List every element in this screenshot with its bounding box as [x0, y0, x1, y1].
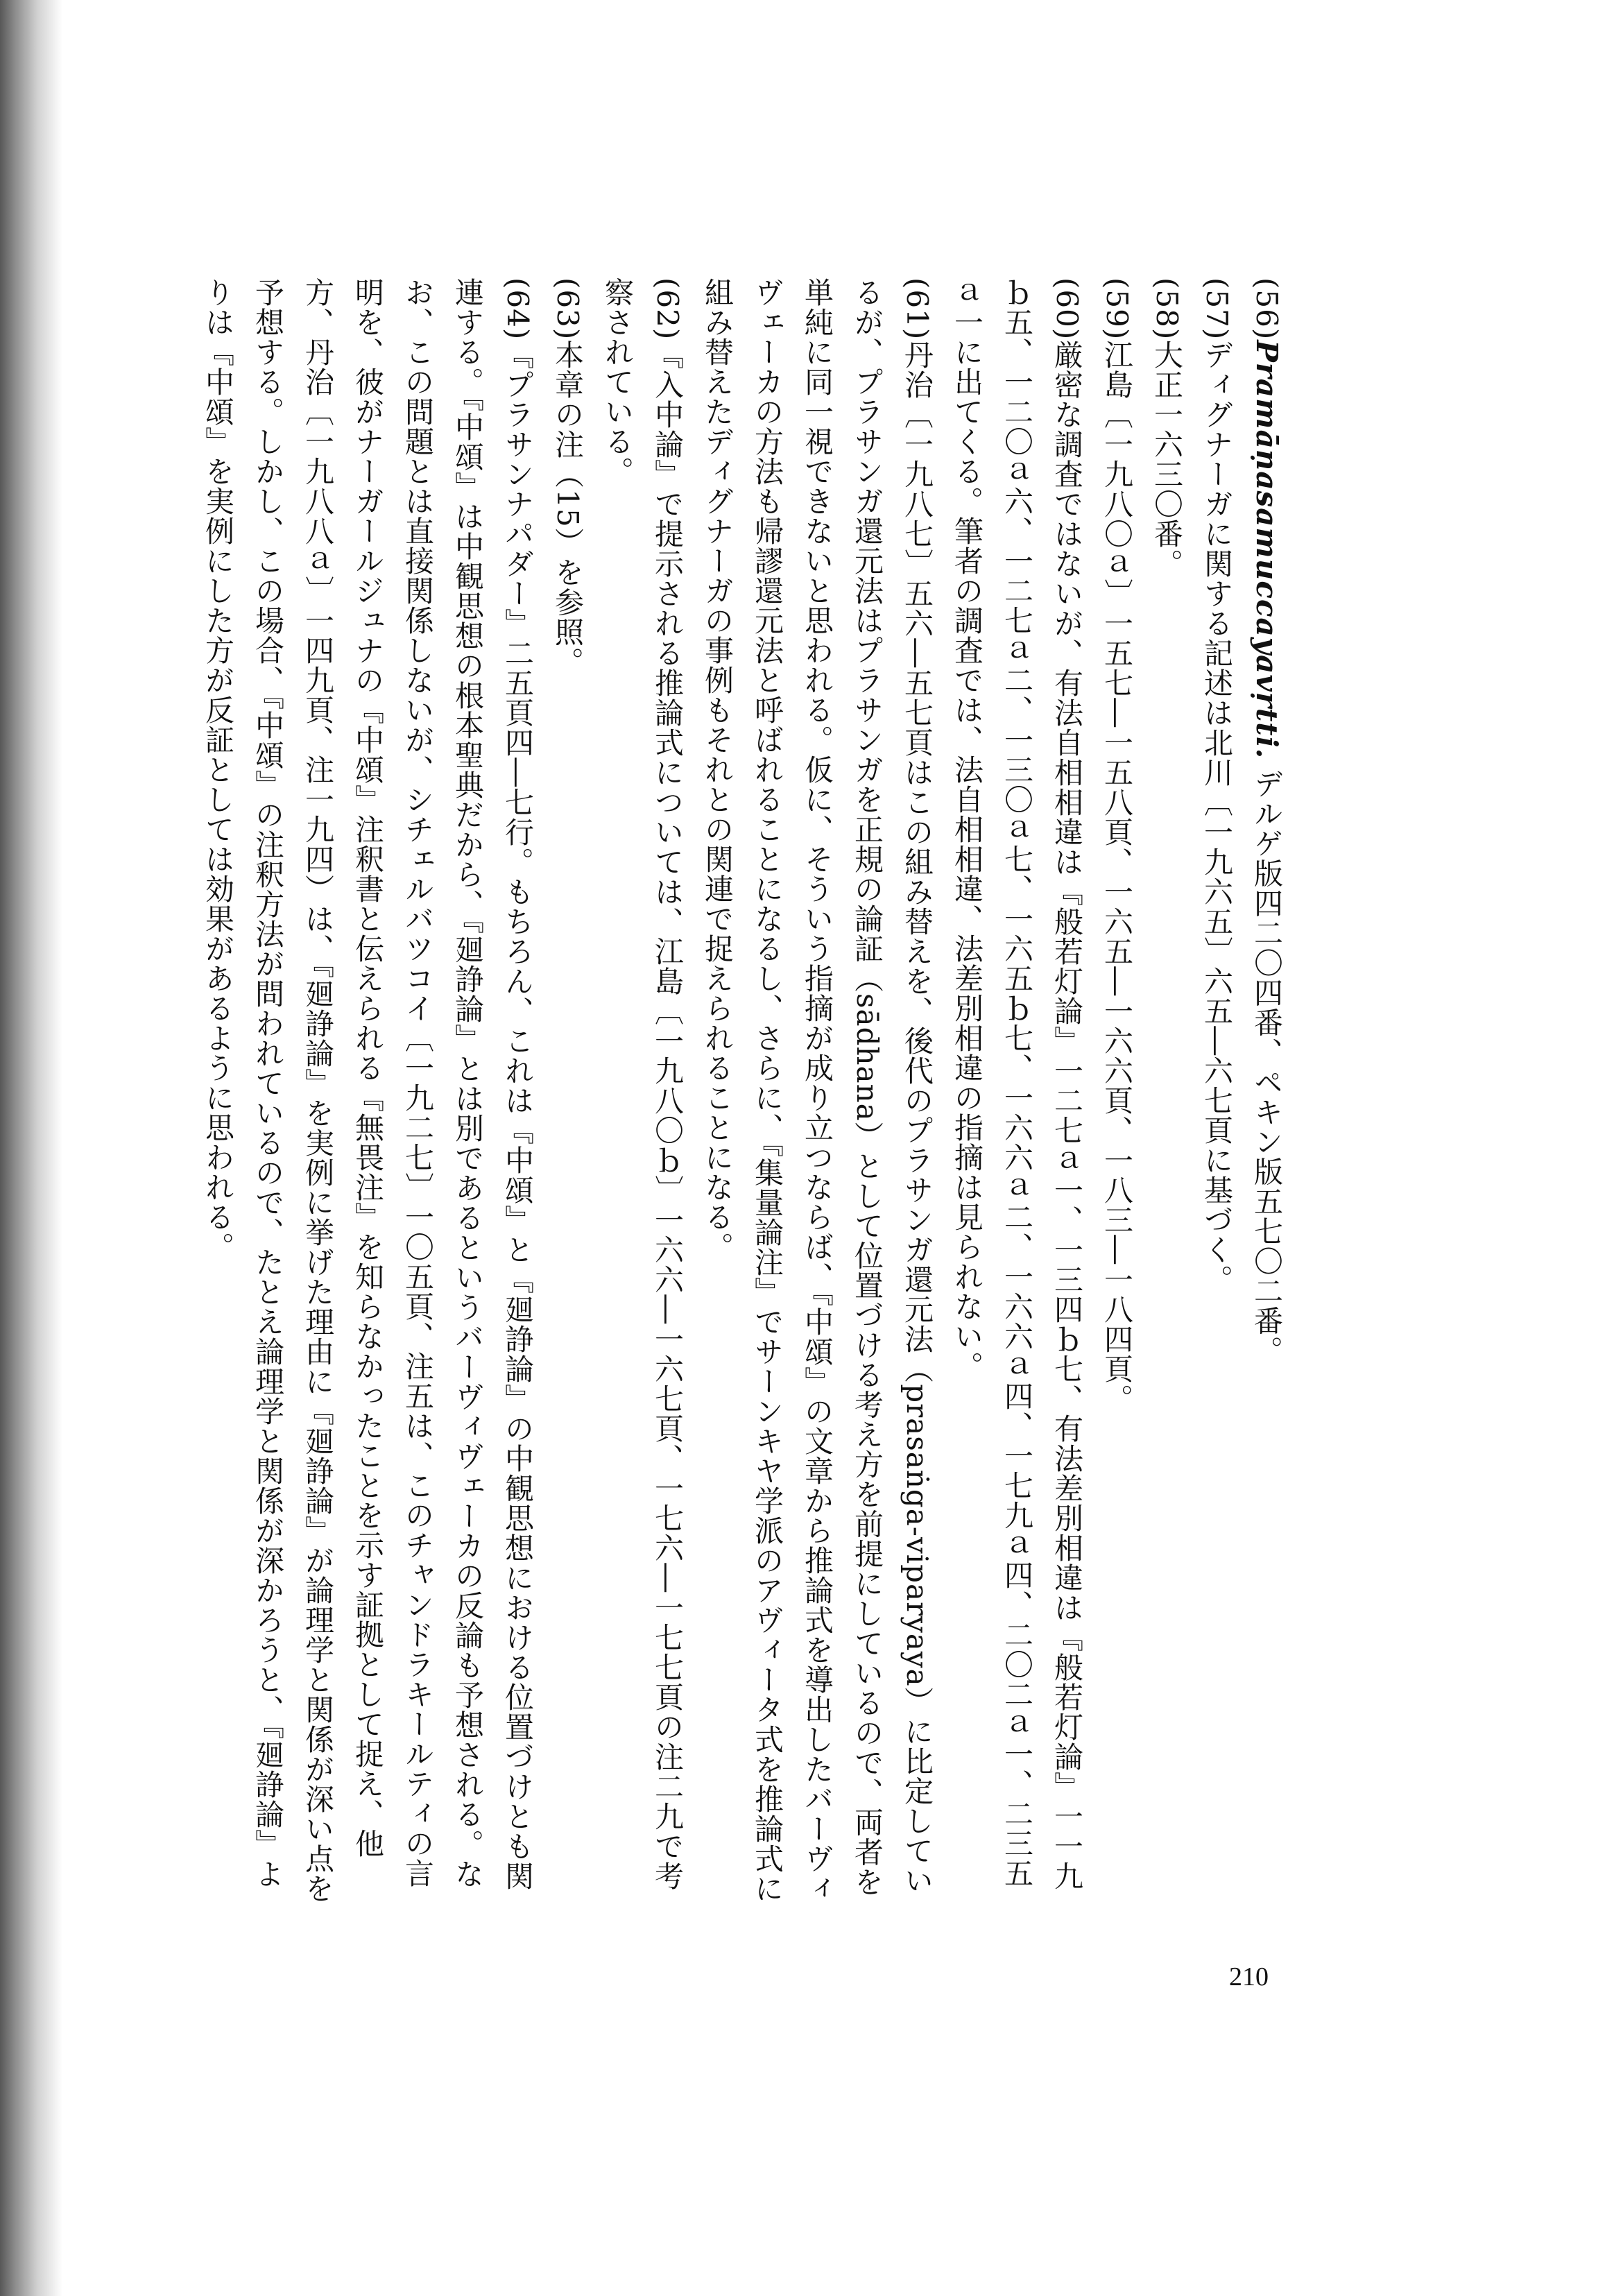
note-text: ディグナーガに関する記述は北川〔一九六五〕六五―六七頁に基づく。	[1200, 340, 1234, 1295]
note-number: (60)	[1050, 277, 1084, 341]
footnote-61	[692, 277, 942, 1914]
note-text: 『入中論』で提示される推論式については、江島〔一九八〇ｂ〕一六六―一六七頁、一七六―一七七頁の注二九で考察されている。	[601, 277, 685, 1892]
footnote-56	[1242, 277, 1291, 1914]
note-number: (63)	[551, 277, 585, 341]
note-number: (58)	[1150, 277, 1184, 341]
note-number: (64)	[501, 277, 535, 341]
page-number: 210	[1229, 1962, 1269, 1991]
note-text: 『プラサンナパダー』二五頁四―七行。もちろん、これは『中頌』と『廻諍論』の中観思想における位置づけとも関連する。『中頌』は中観思想の根本聖典だから、『廻諍論』とは別であるというバーヴィヴェーカの反論も予想される。なお、この問題とは直接関係しないが、シチェルバツコイ〔一九二七〕一〇五頁、注五は、このチャンドラキールティの言明を、彼がナーガールジュナの『中頌』注釈書と伝えられる『無畏注』を知らなかったことを示す証拠として捉え、他方、丹治〔一九八八ａ〕一四九頁、注一九四）は、『廻諍論』を実例に挙げた理由に『廻諍論』が論理学と関係が深い点を予想する。しかし、この場合、『中頌』の注釈方法が問われているので、たとえ論理学と関係が深かろうと、『廻諍論』よりは『中頌』を実例にした方が反証としては効果があるように思われる。	[201, 277, 535, 1903]
note-italic-title: Pramāṇasamuccayavṛtti.	[1250, 340, 1284, 760]
note-text: 江島〔一九八〇ａ〕一五七―一五八頁、一六五―一六六頁、一八三―一八四頁。	[1100, 340, 1134, 1414]
footnotes-block	[193, 277, 1291, 1914]
scan-edge-shadow	[0, 0, 62, 2296]
note-number: (57)	[1200, 277, 1234, 341]
footnote-58	[1142, 277, 1192, 1914]
footnote-64	[193, 277, 542, 1914]
note-number: (62)	[651, 277, 685, 341]
note-text: デルゲ版四二〇四番、ペキン版五七〇二番。	[1250, 759, 1284, 1366]
footnote-60	[942, 277, 1092, 1914]
footnote-62	[592, 277, 692, 1914]
note-number: (61)	[900, 277, 934, 341]
note-number: (59)	[1100, 277, 1134, 341]
note-text: 丹治〔一九八七〕五六―五七頁はこの組み替えを、後代のプラサンガ還元法（prasaṅga-viparyaya）に比定しているが、プラサンガ還元法はプラサンガを正規の論証（sādhana）として位置づける考え方を前提にしているので、両者を単純に同一視できないと思われる。仮に、そういう指摘が成り立つならば、『中頌』の文章から推論式を導出したバーヴィヴェーカの方法も帰謬還元法と呼ばれることになるし、さらに、『集量論注』でサーンキヤ学派のアヴィータ式を推論式に組み替えたディグナーガの事例もそれとの関連で捉えられることになる。	[701, 277, 934, 1903]
note-text: 厳密な調査ではないが、有法自相相違は『般若灯論』一二七ａ一、一三四ｂ七、有法差別相違は『般若灯論』一一九ｂ五、一二〇ａ六、一二七ａ二、一三〇ａ七、一六五ｂ七、一六六ａ二、一六六ａ四、一七九ａ四、二〇二ａ一、二三五ａ一に出てくる。筆者の調査では、法自相相違、法差別相違の指摘は見られない。	[950, 277, 1084, 1892]
footnote-63	[542, 277, 592, 1914]
footnote-59	[1092, 277, 1142, 1914]
note-text: 本章の注（15）を参照。	[551, 340, 585, 677]
footnote-57	[1192, 277, 1242, 1914]
note-text: 大正一六三〇番。	[1150, 340, 1184, 579]
note-number: (56)	[1250, 277, 1284, 341]
